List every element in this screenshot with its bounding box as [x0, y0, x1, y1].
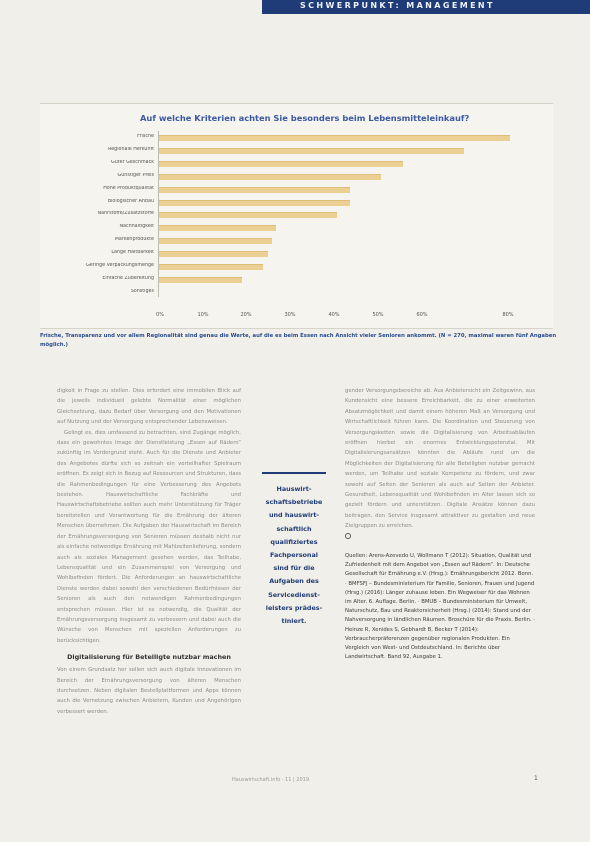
category-label: Lange Haltbarkeit — [111, 250, 154, 256]
survey-chart — [40, 103, 553, 329]
chart-bar — [159, 187, 350, 193]
category-label: Sonstiges — [130, 288, 154, 294]
x-tick-label: 80% — [502, 312, 514, 318]
chart-bar — [159, 225, 276, 231]
end-mark-icon — [345, 533, 351, 539]
chart-bar — [159, 212, 337, 218]
category-label: Markenprodukte — [114, 237, 154, 243]
category-label: Regionale Herkunft — [108, 146, 154, 152]
chart-bar — [159, 264, 263, 270]
category-label: Nährstoffe/Zusatzstoffe — [97, 211, 154, 217]
category-label: Frische — [137, 134, 154, 139]
category-label: Nachhaltigkeit — [119, 224, 154, 230]
chart-bar — [159, 238, 272, 244]
chart-bar — [159, 277, 242, 283]
section-label: SCHWERPUNKT: MANAGEMENT — [300, 1, 495, 10]
category-label: Einfache Zubereitung — [102, 275, 154, 281]
x-tick-label: 20% — [240, 312, 252, 318]
paragraph: Gelingt es, dies umfassend zu betrachten, sind Zugänge möglich, dass ein gewohntes Image der Dienstleistung „Essen auf Rädern“ zukünftig im Vordergrund steht. Auch für die Dienste und Anbieter des Angebotes dürfte sich so zeitnah ein vorteilhafter Spielraum eröffnen. Es zeigt sich in Bezug auf Ressourcen und Strukturen, dass die Rahmenbedingungen für eine Verbesserung des Angebots bestehen. Hauswirtschaftliche Fachkräfte und Hauswirtschaftsbetriebe sollten auch mehr Unterstützung für Träger bereitstellen und Verantwortung für die Ernährung der älteren Menschen übernehmen. Die Aufgaben der Hauswirtschaft im Bereich der Ernährungsversorgung von Senioren müssen deshalb nicht nur als einfache notwendige Ernährung mit Mahlzeitenlieferung, sondern auch als soziales Management gesehen werden, das Teilhabe, Lebensqualität und ein Zusammenspiel von Versorgung und Wohlbefinden fördert. Die Anforderungen an hauswirtschaftliche Dienste werden dabei sowohl den verschiedenen Bedürfnissen der Senioren als auch den notwendigen Rahmenbedingungen entsprechen müssen. Hier ist es notwendig, die Qualität der Ernährungsversorgung insgesamt zu verbessern und dabei auch die Wünsche von Menschen mit speziellen Anforderungen zu berücksichtigen. — [57, 429, 241, 644]
category-label: Günstiger Preis — [117, 172, 154, 178]
paragraph: gender Versorgungsbereiche ab. Aus Anbietersicht ein Zeitgewinn, aus Kundensicht eine bessere Erreichbarkeit, die zu einer erweiterten Absatzmöglichkeit und damit einem höheren Maß an Versorgung und Wirtschaftlichkeit führen kann. Die Koordination und Steuerung von Versorgungsketten sowie die Digitalisierung von Arbeitsabläufen eröffnen hierbei ein enormes Entwicklungspotenzial. Mit Digitalisierungsansätzen könnten die Abläufe rund um die Möglichkeiten der Digitalisierung für alle Beteiligten nutzbar gemacht werden, um Teilhabe und soziale Kompetenz zu fördern, und zwar sowohl auf Seiten der Senioren als auch auf Seiten der Anbieter. Gesundheit, Lebensqualität und Wohlbefinden im Alter lassen sich so gezielt fördern und unterstützen. Digitale Ansätze können dazu beitragen, den Service insgesamt attraktiver zu gestalten und neue Zielgruppen zu erreichen. — [345, 388, 535, 530]
footer-journal: Hauswirtschaft.info · 11 | 2019 — [232, 777, 309, 783]
pull-quote: Hauswirtschaftsbetriebe und hauswirtschaftlich qualifiziertes Fachpersonal sind für die Aufgaben des Servicedienstleisters prädestiniert. — [262, 472, 326, 628]
chart-caption: Frische, Transparenz und vor allem Regionalität sind genau die Werte, auf die es beim Essen nach Ansicht vieler Senioren ankommt. (N = 270, maximal waren fünf Angaben möglich.) — [40, 333, 557, 348]
paragraph: Von einem Grundsatz her sollen sich auch digitale Innovationen im Bereich der Ernährungsversorgung von älteren Menschen durchsetzen. Neben digitalen Bestellplattformen und Apps können auch die Vernetzung zwischen Anbietern, Kunden und Angehörigen verbessert werden. — [57, 667, 241, 715]
chart-bar — [159, 251, 268, 257]
x-tick-label: 10% — [197, 312, 209, 318]
category-label: Biologischer Anbau — [107, 198, 154, 204]
x-tick-label: 60% — [416, 312, 428, 318]
subheading: Digitalisierung für Beteiligte nutzbar machen — [67, 653, 231, 662]
chart-title: Auf welche Kriterien achten Sie besonders beim Lebensmitteleinkauf? — [140, 113, 470, 123]
chart-bar — [159, 200, 350, 206]
x-tick-label: 30% — [284, 312, 296, 318]
section-header — [262, 0, 590, 14]
category-label: Guter Geschmack — [111, 159, 154, 165]
x-tick-label: 0% — [156, 312, 164, 318]
x-tick-label: 50% — [372, 312, 384, 318]
chart-bar — [159, 135, 510, 141]
chart-bar — [159, 174, 381, 180]
references: Quellen: Arens-Azevedo U, Wollmann T (2012): Situation, Qualität und Zufriedenheit mit dem Angebot von „Essen auf Rädern“. In: Deutsche Gesellschaft für Ernährung e.V. (Hrsg.): Ernährungsbericht 2012. Bonn. · BMFSFJ – Bundesministerium für Familie, Senioren, Frauen und Jugend (Hrsg.) (2016): Länger zuhause leben. Ein Wegweiser für das Wohnen im Alter. 6. Auflage. Berlin. · BMUB – Bundesministerium für Umwelt, Naturschutz, Bau und Reaktorsicherheit (Hrsg.) (2014): Stand und der Nahversorgung in ländlichen Räumen. Broschüre für die Praxis. Berlin. · Heinze R, Xenides S, Gebhardt B, Becker T (2014): Verbraucherpräferenzen gegenüber regionalen Produkten. Ein Vergleich von West- und Ostdeutschland. In: Berichte über Landwirtschaft. Band 92, Ausgabe 1. — [345, 553, 535, 661]
paragraph: digkeit in Frage zu stellen. Dies erfordert eine immobilen Blick auf die jeweils individuell gelebte Normalität einer möglichen Gleichsetzung, dazu Bedarf über Versorgung und den Motivationen auf Nutzung und der Versorgung entsprechender Lebensweisen. — [57, 388, 241, 426]
category-label: Hohe Produktqualität — [103, 185, 154, 191]
chart-bar — [159, 148, 464, 154]
x-tick-label: 40% — [328, 312, 340, 318]
chart-bar — [159, 161, 403, 167]
category-label: Geringe Verpackungsmenge — [86, 263, 154, 268]
article-right-column — [345, 386, 535, 542]
page-number: 1 — [534, 775, 538, 782]
article-left-column — [57, 386, 241, 717]
